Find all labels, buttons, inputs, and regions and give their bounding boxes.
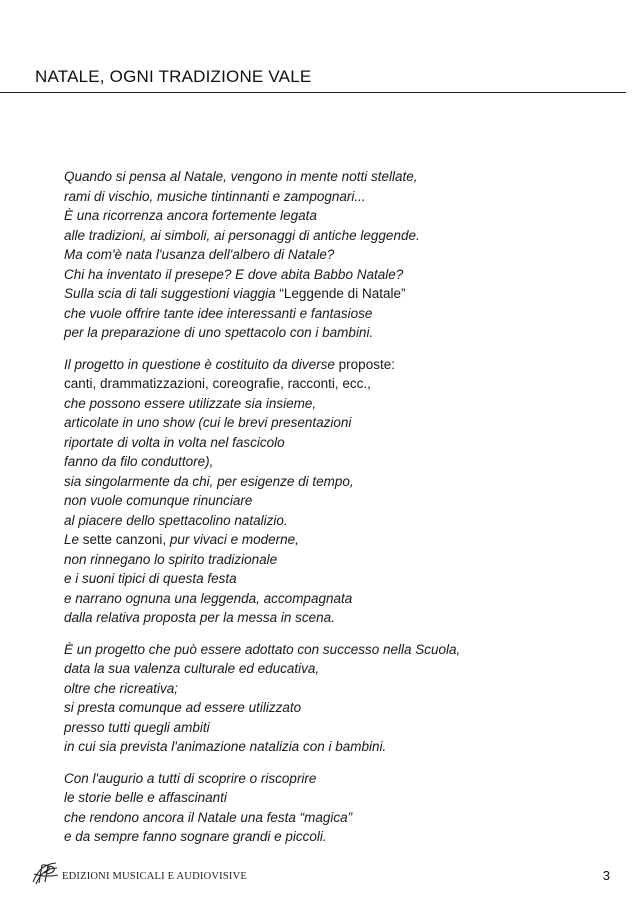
text-segment: È un progetto che può essere adottato con successo nella Scuola, <box>64 641 461 657</box>
text-segment: per la preparazione di uno spettacolo con i bambini. <box>64 325 374 340</box>
text-segment: oltre che ricreativa; <box>64 680 179 696</box>
text-line <box>64 167 584 187</box>
text-segment: Quando si pensa al Natale, vengono in mente notti stellate, <box>64 169 418 184</box>
text-segment: canti, drammatizzazioni, coreografie, racconti, ecc., <box>64 376 371 391</box>
text-line <box>64 530 584 550</box>
text-line <box>64 394 584 414</box>
text-segment: che vuole offrire tante idee interessanti e fantasiose <box>64 305 373 321</box>
text-line <box>64 827 584 847</box>
paragraph <box>64 769 584 847</box>
text-line <box>64 769 584 789</box>
page-number: 3 <box>602 868 610 883</box>
text-segment: che possono essere utilizzate sia insieme, <box>64 395 317 411</box>
page-footer <box>30 858 610 888</box>
text-segment: Il progetto in questione è costituito da diverse <box>64 356 339 372</box>
text-line <box>64 413 584 433</box>
text-segment: data la sua valenza culturale ed educativa, <box>64 661 320 676</box>
text-segment: le storie belle e affascinanti <box>64 790 227 805</box>
text-line <box>64 323 584 343</box>
text-line <box>64 304 584 324</box>
text-line <box>64 808 584 828</box>
text-line <box>64 550 584 570</box>
text-line <box>64 718 584 738</box>
text-line <box>64 206 584 226</box>
page-title: NATALE, OGNI TRADIZIONE VALE <box>35 67 312 86</box>
text-segment: “Leggende di Natale” <box>279 286 406 301</box>
text-segment: fanno da filo conduttore), <box>64 454 214 469</box>
text-line <box>64 589 584 609</box>
text-segment: si presta comunque ad essere utilizzato <box>64 700 302 715</box>
text-line <box>64 737 584 757</box>
text-line <box>64 640 584 660</box>
text-segment: e narrano ognuna una leggenda, accompagnata <box>64 590 353 606</box>
text-line <box>64 284 584 304</box>
text-line <box>64 355 584 375</box>
text-line <box>64 608 584 628</box>
text-segment: presso tutti quegli ambiti <box>64 719 210 735</box>
text-line <box>64 788 584 808</box>
text-segment: Con l'augurio a tutti di scoprire o riscoprire <box>64 770 317 786</box>
text-line <box>64 226 584 246</box>
text-segment: Sulla scia di tali suggestioni viaggia <box>64 286 280 301</box>
text-line <box>64 491 584 511</box>
text-segment: rami di vischio, musiche tintinnanti e zampognari... <box>64 188 366 204</box>
text-line <box>64 511 584 531</box>
text-line <box>64 433 584 453</box>
text-segment: Le <box>64 532 83 547</box>
text-line <box>64 245 584 265</box>
text-segment: che rendono ancora il Natale una festa “magica” <box>64 809 353 825</box>
paragraph <box>64 640 584 757</box>
text-segment: È una ricorrenza ancora fortemente legata <box>64 208 317 223</box>
paragraph <box>64 167 584 343</box>
text-segment: Chi ha inventato il presepe? E dove abita Babbo Natale? <box>64 266 404 282</box>
text-segment: articolate in uno show (cui le brevi presentazioni <box>64 415 352 430</box>
text-segment: sia singolarmente da chi, per esigenze di tempo, <box>64 473 354 489</box>
text-segment: riportate di volta in volta nel fascicolo <box>64 434 285 450</box>
text-segment: in cui sia prevista l'animazione natalizia con i bambini. <box>64 739 387 754</box>
publisher-logo-icon <box>30 860 60 886</box>
text-line <box>64 374 584 394</box>
text-line <box>64 265 584 285</box>
text-segment: pur vivaci e moderne, <box>169 532 299 547</box>
text-line <box>64 698 584 718</box>
text-segment: Ma com'è nata l'usanza dell'albero di Natale? <box>64 247 335 262</box>
text-line <box>64 659 584 679</box>
text-line <box>64 679 584 699</box>
paragraph <box>64 355 584 628</box>
body-text <box>64 167 584 859</box>
text-line <box>64 187 584 207</box>
text-segment: alle tradizioni, ai simboli, ai personaggi di antiche leggende. <box>64 227 420 243</box>
text-segment: al piacere dello spettacolino natalizio. <box>64 512 288 528</box>
text-segment: non rinnegano lo spirito tradizionale <box>64 551 278 567</box>
text-line <box>64 569 584 589</box>
publisher-name: EDIZIONI MUSICALI E AUDIOVISIVE <box>62 871 247 882</box>
title-divider <box>0 92 626 93</box>
text-segment: e i suoni tipici di questa festa <box>64 571 237 586</box>
text-segment: proposte: <box>338 356 395 372</box>
text-line <box>64 472 584 492</box>
text-segment: dalla relativa proposta per la messa in scena. <box>64 610 335 625</box>
text-segment: e da sempre fanno sognare grandi e piccoli. <box>64 829 327 844</box>
text-segment: sette canzoni, <box>82 532 170 547</box>
text-line <box>64 452 584 472</box>
text-segment: non vuole comunque rinunciare <box>64 493 253 508</box>
